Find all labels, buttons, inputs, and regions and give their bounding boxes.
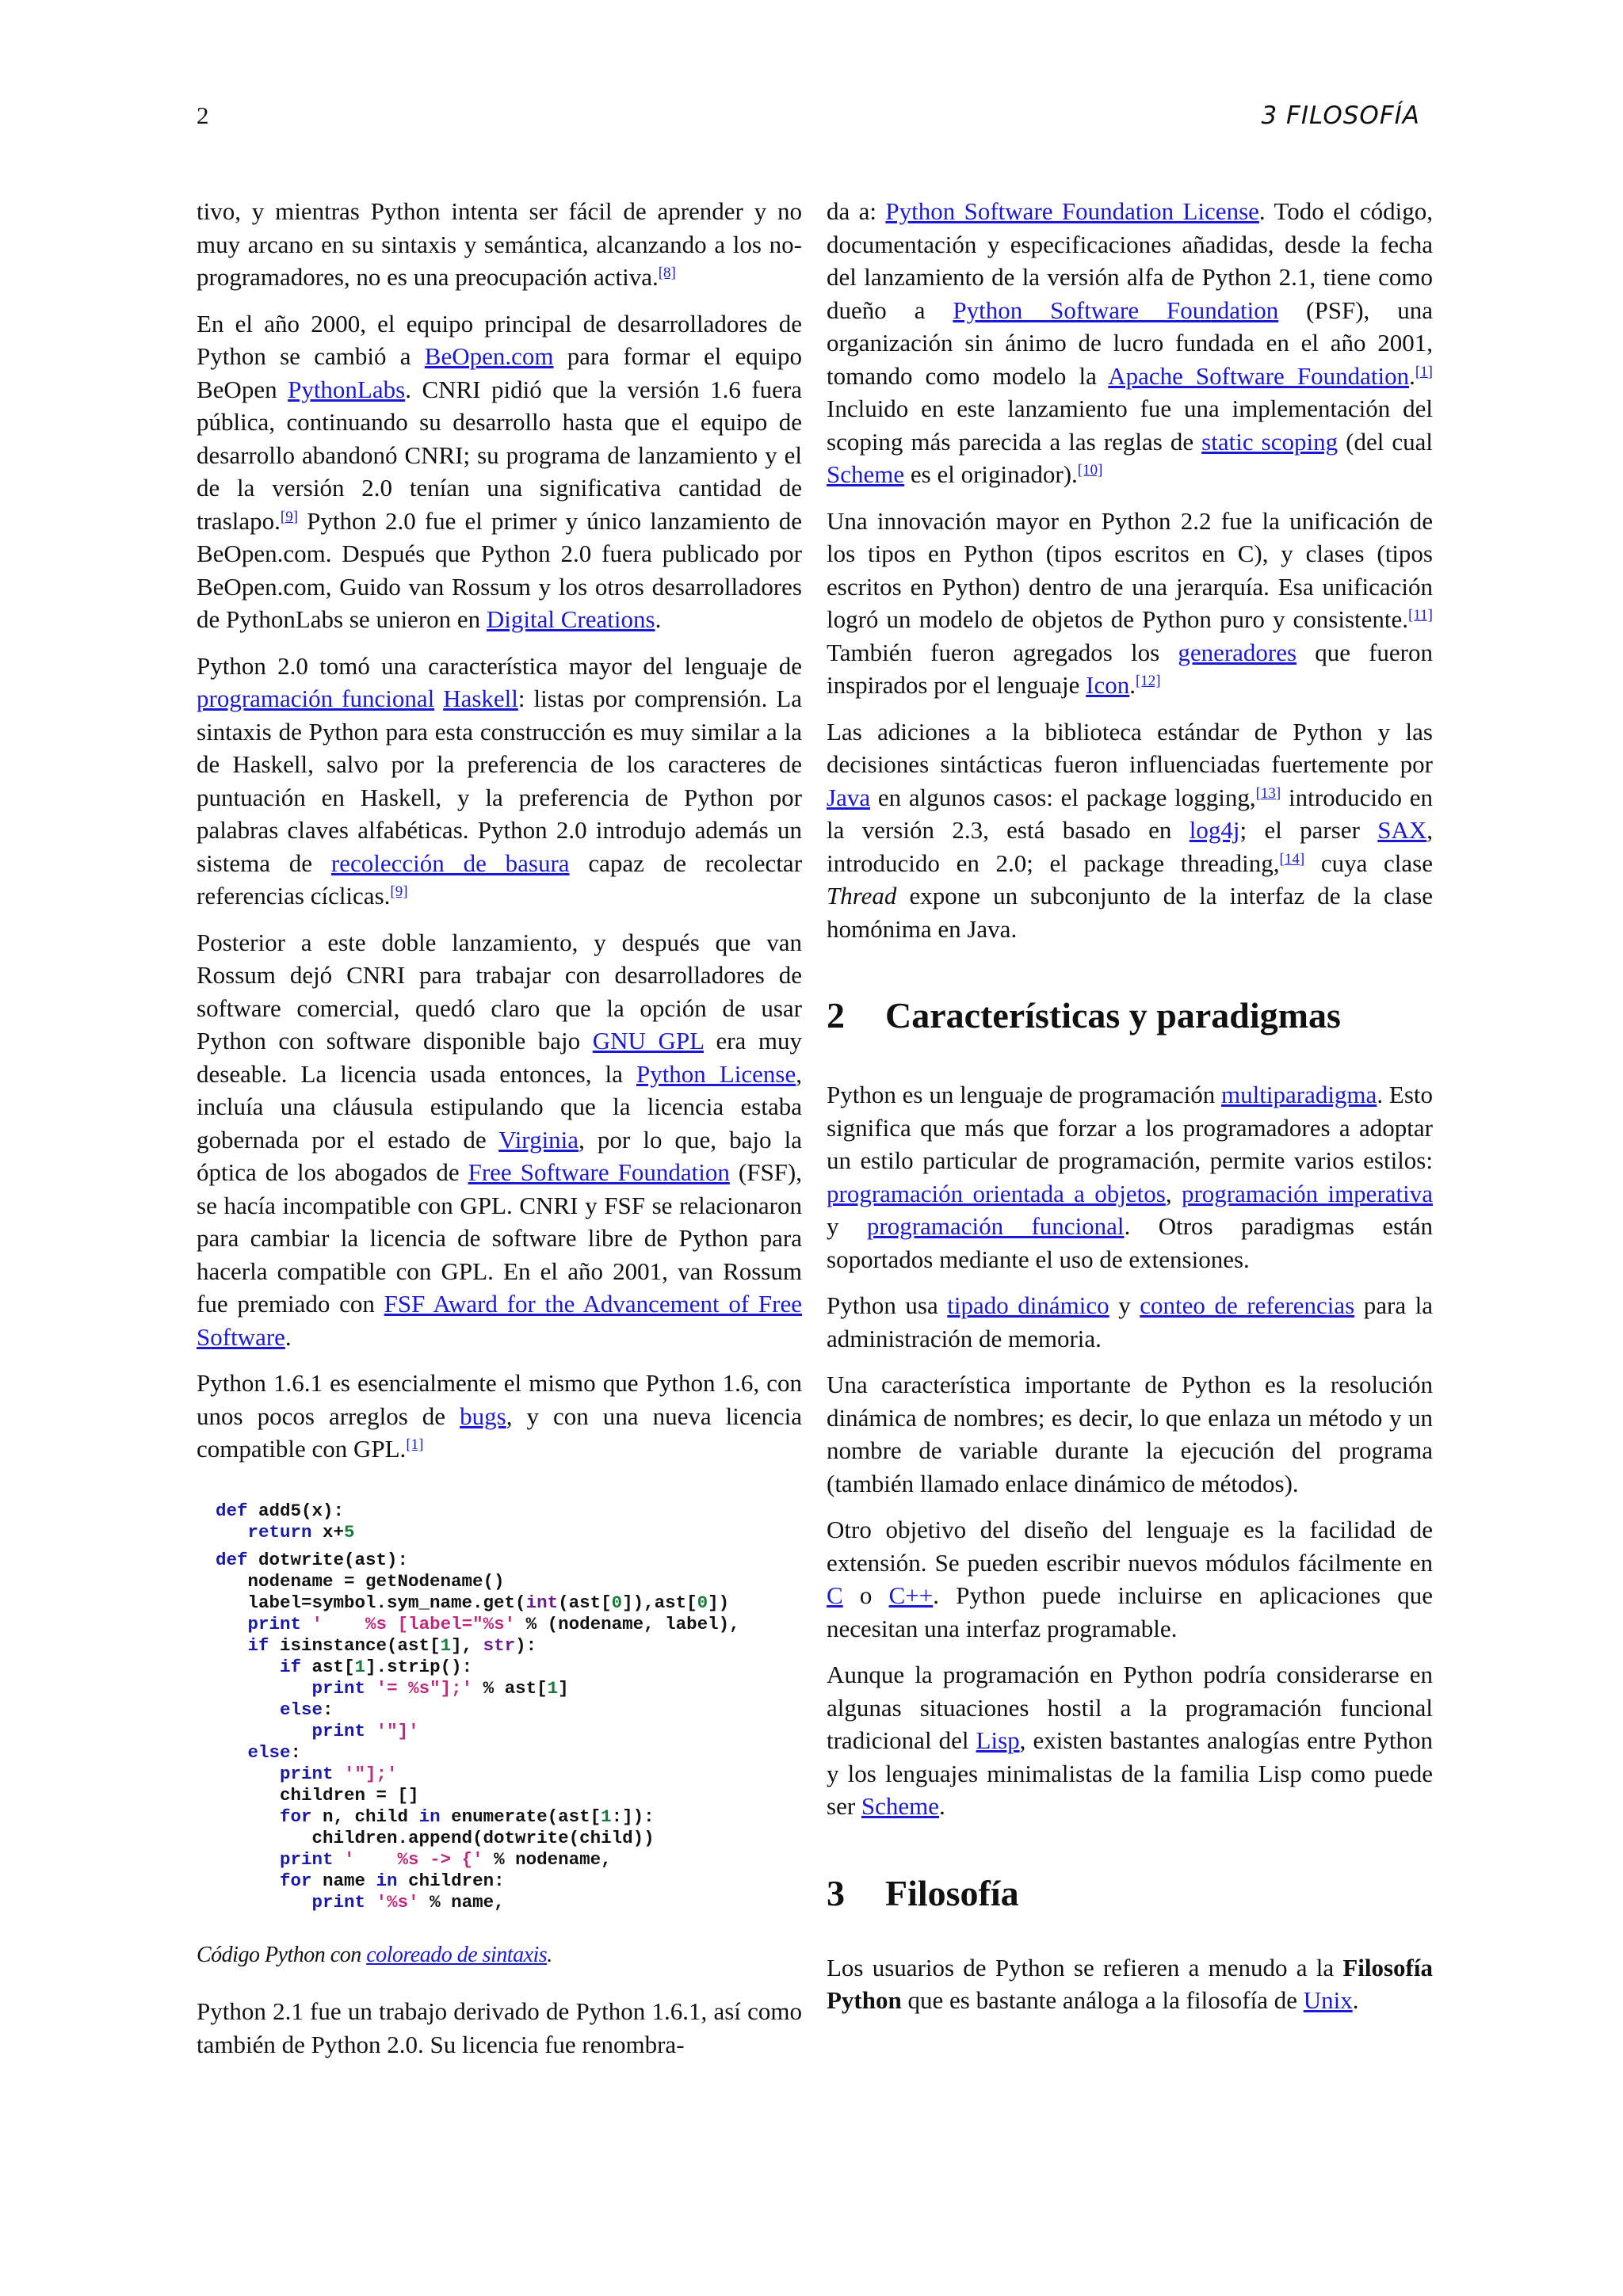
section-heading: 2 Características y paradigmas [827,995,1341,1035]
code-caption: Código Python con coloreado de sintaxis. [197,1942,552,1967]
link-programacion-funcional-2[interactable]: programación funcional [866,1212,1125,1240]
link-haskell[interactable]: Haskell [443,685,518,712]
link-programacion-funcional[interactable]: programación funcional [197,685,435,712]
link-c[interactable]: C [827,1581,843,1609]
citation-link-13[interactable]: [13] [1255,784,1281,802]
paragraph: Python 2.1 fue un trabajo derivado de Python 1.6.1, así como también de Python 2.0. Su licencia fue renombra- [197,1997,802,2058]
link-coloreado-sintaxis[interactable]: coloreado de sintaxis [366,1942,548,1967]
link-java[interactable]: Java [827,783,871,811]
paragraph: Posterior a este doble lanzamiento, y después que van Rossum dejó CNRI para trabajar con desarrolladores de software comercial, quedó claro que la opción de usar Python con software disponible bajo GNU GPL era muy deseable. La licencia usada entonces, la Python License, incluía una cláusula estipulando que la licencia estaba gobernada por el estado de Virginia, por lo que, bajo la óptica de los abogados de Free Software Foundation (FSF), se hacía incompatible con GPL. CNRI y FSF se relacionaron para cambiar la licencia de software libre de Python para hacerla compatible con GPL. En el año 2001, van Rossum fue premiado con FSF Award for the Advancement of Free Software. [197,928,802,1351]
paragraph: Python usa tipado dinámico y conteo de referencias para la administración de memoria. [827,1291,1434,1352]
link-multiparadigma[interactable]: multiparadigma [1221,1081,1377,1108]
right-column [827,195,1433,2031]
paragraph: Aunque la programación en Python podría considerarse en algunas situaciones hostil a la programación funcional tradicional del Lisp, existen bastantes analogías entre Python y los lenguajes minimalistas de la familia Lisp como puede ser Scheme. [827,1661,1433,1820]
paragraph: da a: Python Software Foundation License. Todo el código, documentación y especificaciones añadidas, desde la fecha del lanzamiento de la versión alfa de Python 2.1, tiene como dueño a Python Software Foundation (PSF), una organización sin ánimo de lucro fundada en el año 2001, tomando como modelo la Apache Software Foundation.[1] Incluido en este lanzamiento fue una implementación del scoping más parecida a las reglas de static scoping (del cual Scheme es el originador).[10] [827,197,1434,488]
link-generadores[interactable]: generadores [1178,638,1297,666]
link-icon[interactable]: Icon [1086,671,1130,699]
paragraph: Otro objetivo del diseño del lenguaje es la facilidad de extensión. Se pueden escribir nuevos módulos fácilmente en C o C++. Python puede incluirse en aplicaciones que necesitan una interfaz programable. [827,1516,1433,1642]
link-gnu-gpl[interactable]: GNU GPL [592,1027,704,1055]
link-recoleccion-basura[interactable]: recolección de basura [330,849,570,877]
paragraph: Una innovación mayor en Python 2.2 fue la unificación de los tipos en Python (tipos escritos en C), y clases (tipos escritos en Python) dentro de una jerarquía. Esa unificación logró un modelo de objetos de Python puro y consistente.[11] También fueron agregados los generadores que fueron inspirados por el lenguaje Icon.[12] [827,506,1433,699]
code-block: def add5(x): return x+5 def dotwrite(ast): nodename = getNodename() label=symbol.sym_name.get(int(ast[0]),ast[0]) print ' %s [label="%s' % (nodename, label), if isinstance(ast[1], str): if ast[1].strip(): print '= %s"];' % ast[1] else: print '"]' else: print '"];' children = [] for n, child in enumerate(ast[1:]): children.append(dotwrite(child)) print ' %s -> {' % nodename, for name in children: print '%s' % name, [216,1500,740,1913]
link-static-scoping[interactable]: static scoping [1201,427,1338,456]
link-conteo-referencias[interactable]: conteo de referencias [1140,1291,1355,1319]
link-psf[interactable]: Python Software Foundation [953,296,1279,324]
link-log4j[interactable]: log4j [1189,816,1240,844]
code-line: add5(x): [258,1500,345,1521]
link-virginia[interactable]: Virginia [498,1125,579,1154]
citation [1078,462,1103,479]
citation-link-1[interactable]: [1] [406,1436,424,1453]
link-pythonlabs[interactable]: PythonLabs [288,375,406,403]
paragraph: Python 2.0 tomó una característica mayor del lenguaje de programación funcional Haskell: listas por comprensión. La sintaxis de Python para esta construcción es muy similar a la de Haskell, salvo por la preferencia de los caracteres de puntuación en Haskell, y la preferencia de Python por palabras claves alfabéticas. Python 2.0 introdujo además un sistema de recolección de basura capaz de recolectar referencias cíclicas.[9] [197,651,803,910]
citation-link-1[interactable]: [1] [1415,363,1433,380]
citation-link-8[interactable]: [8] [658,265,676,281]
link-apache-sf[interactable]: Apache Software Foundation [1108,361,1410,390]
link-scheme-2[interactable]: Scheme [861,1792,940,1820]
page-number: 2 [197,101,209,129]
link-fsf[interactable]: Free Software Foundation [468,1158,730,1186]
paragraph: Una característica importante de Python es la resolución dinámica de nombres; es decir, lo que enlaza un método y un nombre de variable durante la ejecución del programa (también llamado enlace dinámico de métodos). [827,1371,1433,1497]
link-sax[interactable]: SAX [1377,816,1427,844]
citation [1136,673,1161,689]
citation [390,883,407,900]
link-bugs[interactable]: bugs [460,1402,506,1430]
citation [1408,607,1433,624]
citation-link[interactable] [659,265,676,281]
link-python-license[interactable]: Python License [636,1059,796,1088]
citation-link-14[interactable]: [14] [1279,850,1305,868]
paragraph: En el año 2000, el equipo principal de desarrolladores de Python se cambió a BeOpen.com para formar el equipo BeOpen PythonLabs. CNRI pidió que la versión 1.6 fuera pública, continuando su desarrollo hasta que el equipo de desarrollo abandonó CNRI; su programa de lanzamiento y el de la versión 2.0 tenían una significativa cantidad de traslapo.[9] Python 2.0 fue el primer y único lanzamiento de BeOpen.com. Después que Python 2.0 fuera publicado por BeOpen.com, Guido van Rossum y los otros desarrolladores de PythonLabs se unieron en Digital Creations. [197,309,802,633]
citation-link-9[interactable]: [9] [280,508,299,525]
paragraph: Python es un lenguaje de programación multiparadigma. Esto significa que más que forzar a los programadores a adoptar un estilo particular de programación, permite varios estilos: programación orientada a objetos, programación imperativa y programación funcional. Otros paradigmas están soportados mediante el uso de extensiones. [827,1081,1434,1273]
paragraph: tivo, y mientras Python intenta ser fácil de aprender y no muy arcano en su sintaxis y semántica, alcanzando a los no-programadores, no es una preocupación activa.[8] [197,197,802,291]
citation [1280,851,1305,868]
link-cpp[interactable]: C++ [888,1581,934,1609]
section-heading: 3 Filosofía [827,1872,1019,1913]
citation [1256,785,1281,802]
left-column [197,195,802,2074]
link-beopen[interactable]: BeOpen.com [424,342,554,370]
citation-link-11[interactable]: [11] [1408,607,1433,624]
link-fsf-award[interactable]: FSF Award for the Advancement of Free Software [197,1290,802,1351]
citation [281,509,298,525]
citation [406,1436,423,1453]
citation-link-10[interactable]: [10] [1077,462,1103,479]
citation-link-12[interactable]: [12] [1135,673,1161,689]
link-digital-creations[interactable]: Digital Creations [486,605,655,633]
link-unix[interactable]: Unix [1303,1986,1353,2014]
paragraph: Los usuarios de Python se refieren a menudo a la Filosofía Python que es bastante análoga a la filosofía de Unix. [827,1953,1433,2014]
link-scheme[interactable]: Scheme [827,460,905,488]
paragraph: Las adiciones a la biblioteca estándar de Python y las decisiones sintácticas fueron influenciadas fuertemente por Java en algunos casos: el package logging,[13] introducido en la versión 2.3, está basado en log4j; el parser SAX, introducido en 2.0; el package threading,[14] cuya clase Thread expone un subconjunto de la interfaz de la clase homónima en Java. [827,717,1434,943]
link-poo[interactable]: programación orientada a objetos [827,1179,1166,1207]
paragraph: Python 1.6.1 es esencialmente el mismo que Python 1.6, con unos pocos arreglos de bugs, y con una nueva licencia compatible con GPL.[1] [197,1369,802,1463]
link-tipado-dinamico[interactable]: tipado dinámico [947,1291,1109,1319]
citation-link-9[interactable]: [9] [390,883,408,900]
link-lisp[interactable]: Lisp [976,1726,1020,1754]
citation [1415,364,1433,380]
link-programacion-imperativa[interactable]: programación imperativa [1181,1179,1434,1207]
link-psf-license[interactable]: Python Software Foundation License [885,197,1259,225]
running-header: 3 FILOSOFÍA [1261,101,1420,130]
